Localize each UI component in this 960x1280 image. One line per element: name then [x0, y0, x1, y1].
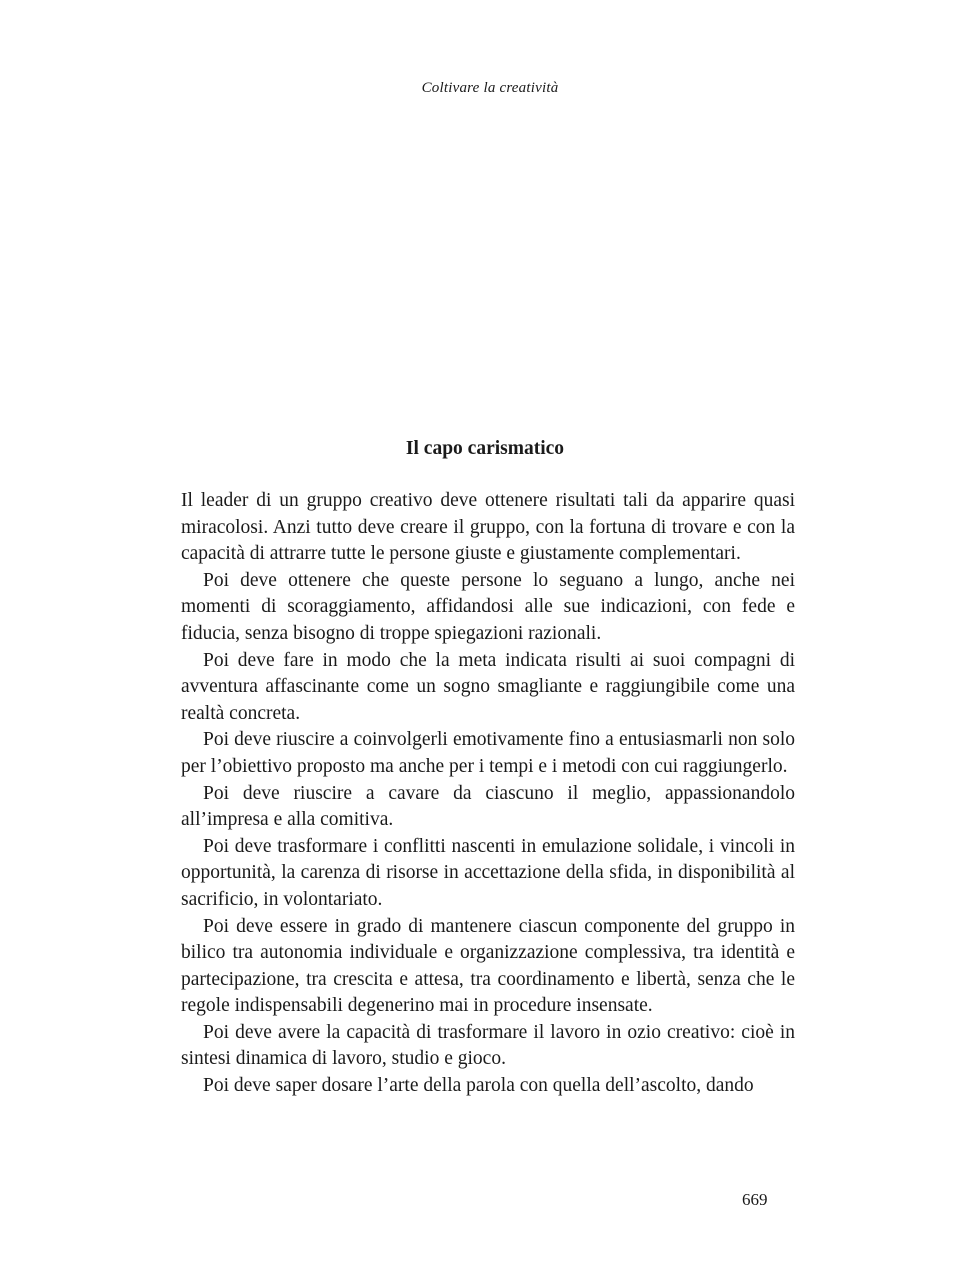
paragraph: Poi deve avere la capacità di trasformare il lavoro in ozio creativo: cioè in sintesi dinamica di lavoro, studio e gioco. [181, 1021, 795, 1070]
paragraph: Poi deve essere in grado di mantenere ciascun componente del gruppo in bilico tra autonomia individuale e organizzazione complessiva, tra identità e partecipazione, tra crescita e attesa, tra coordinamento e libertà, senza che le regole indispensabili degenerino mai in procedure insensate. [181, 915, 795, 1017]
paragraph: Il leader di un gruppo creativo deve ottenere risultati tali da apparire quasi miracolosi. Anzi tutto deve creare il gruppo, con la fortuna di trovare e con la capacità di attrarre tutte le persone giuste e giustamente complementari. [181, 490, 795, 565]
body-text [181, 488, 795, 1100]
paragraph: Poi deve trasformare i conflitti nascenti in emulazione solidale, i vincoli in opportunità, la carenza di risorse in accettazione della sfida, in disponibilità al sacrificio, in volontariato. [181, 835, 795, 910]
paragraph: Poi deve riuscire a coinvolgerli emotivamente fino a entusiasmarli non solo per l’obiettivo proposto ma anche per i tempi e i metodi con cui raggiungerlo. [181, 729, 795, 777]
page-number: 669 [742, 1190, 768, 1209]
paragraph: Poi deve ottenere che queste persone lo seguano a lungo, anche nei momenti di scoraggiamento, affidandosi alle sue indicazioni, con fede e fiducia, senza bisogno di troppe spiegazioni razionali. [181, 569, 795, 644]
running-head: Coltivare la creatività [421, 80, 559, 96]
paragraph: Poi deve riuscire a cavare da ciascuno il meglio, appassionandolo all’impresa e alla comitiva. [181, 782, 795, 831]
section-title: Il capo carismatico [405, 438, 565, 459]
paragraph: Poi deve saper dosare l’arte della parola con quella dell’ascolto, dando [203, 1075, 754, 1097]
paragraph: Poi deve fare in modo che la meta indicata risulti ai suoi compagni di avventura affascinante come un sogno smagliante e raggiungibile come una realtà concreta. [181, 649, 795, 724]
